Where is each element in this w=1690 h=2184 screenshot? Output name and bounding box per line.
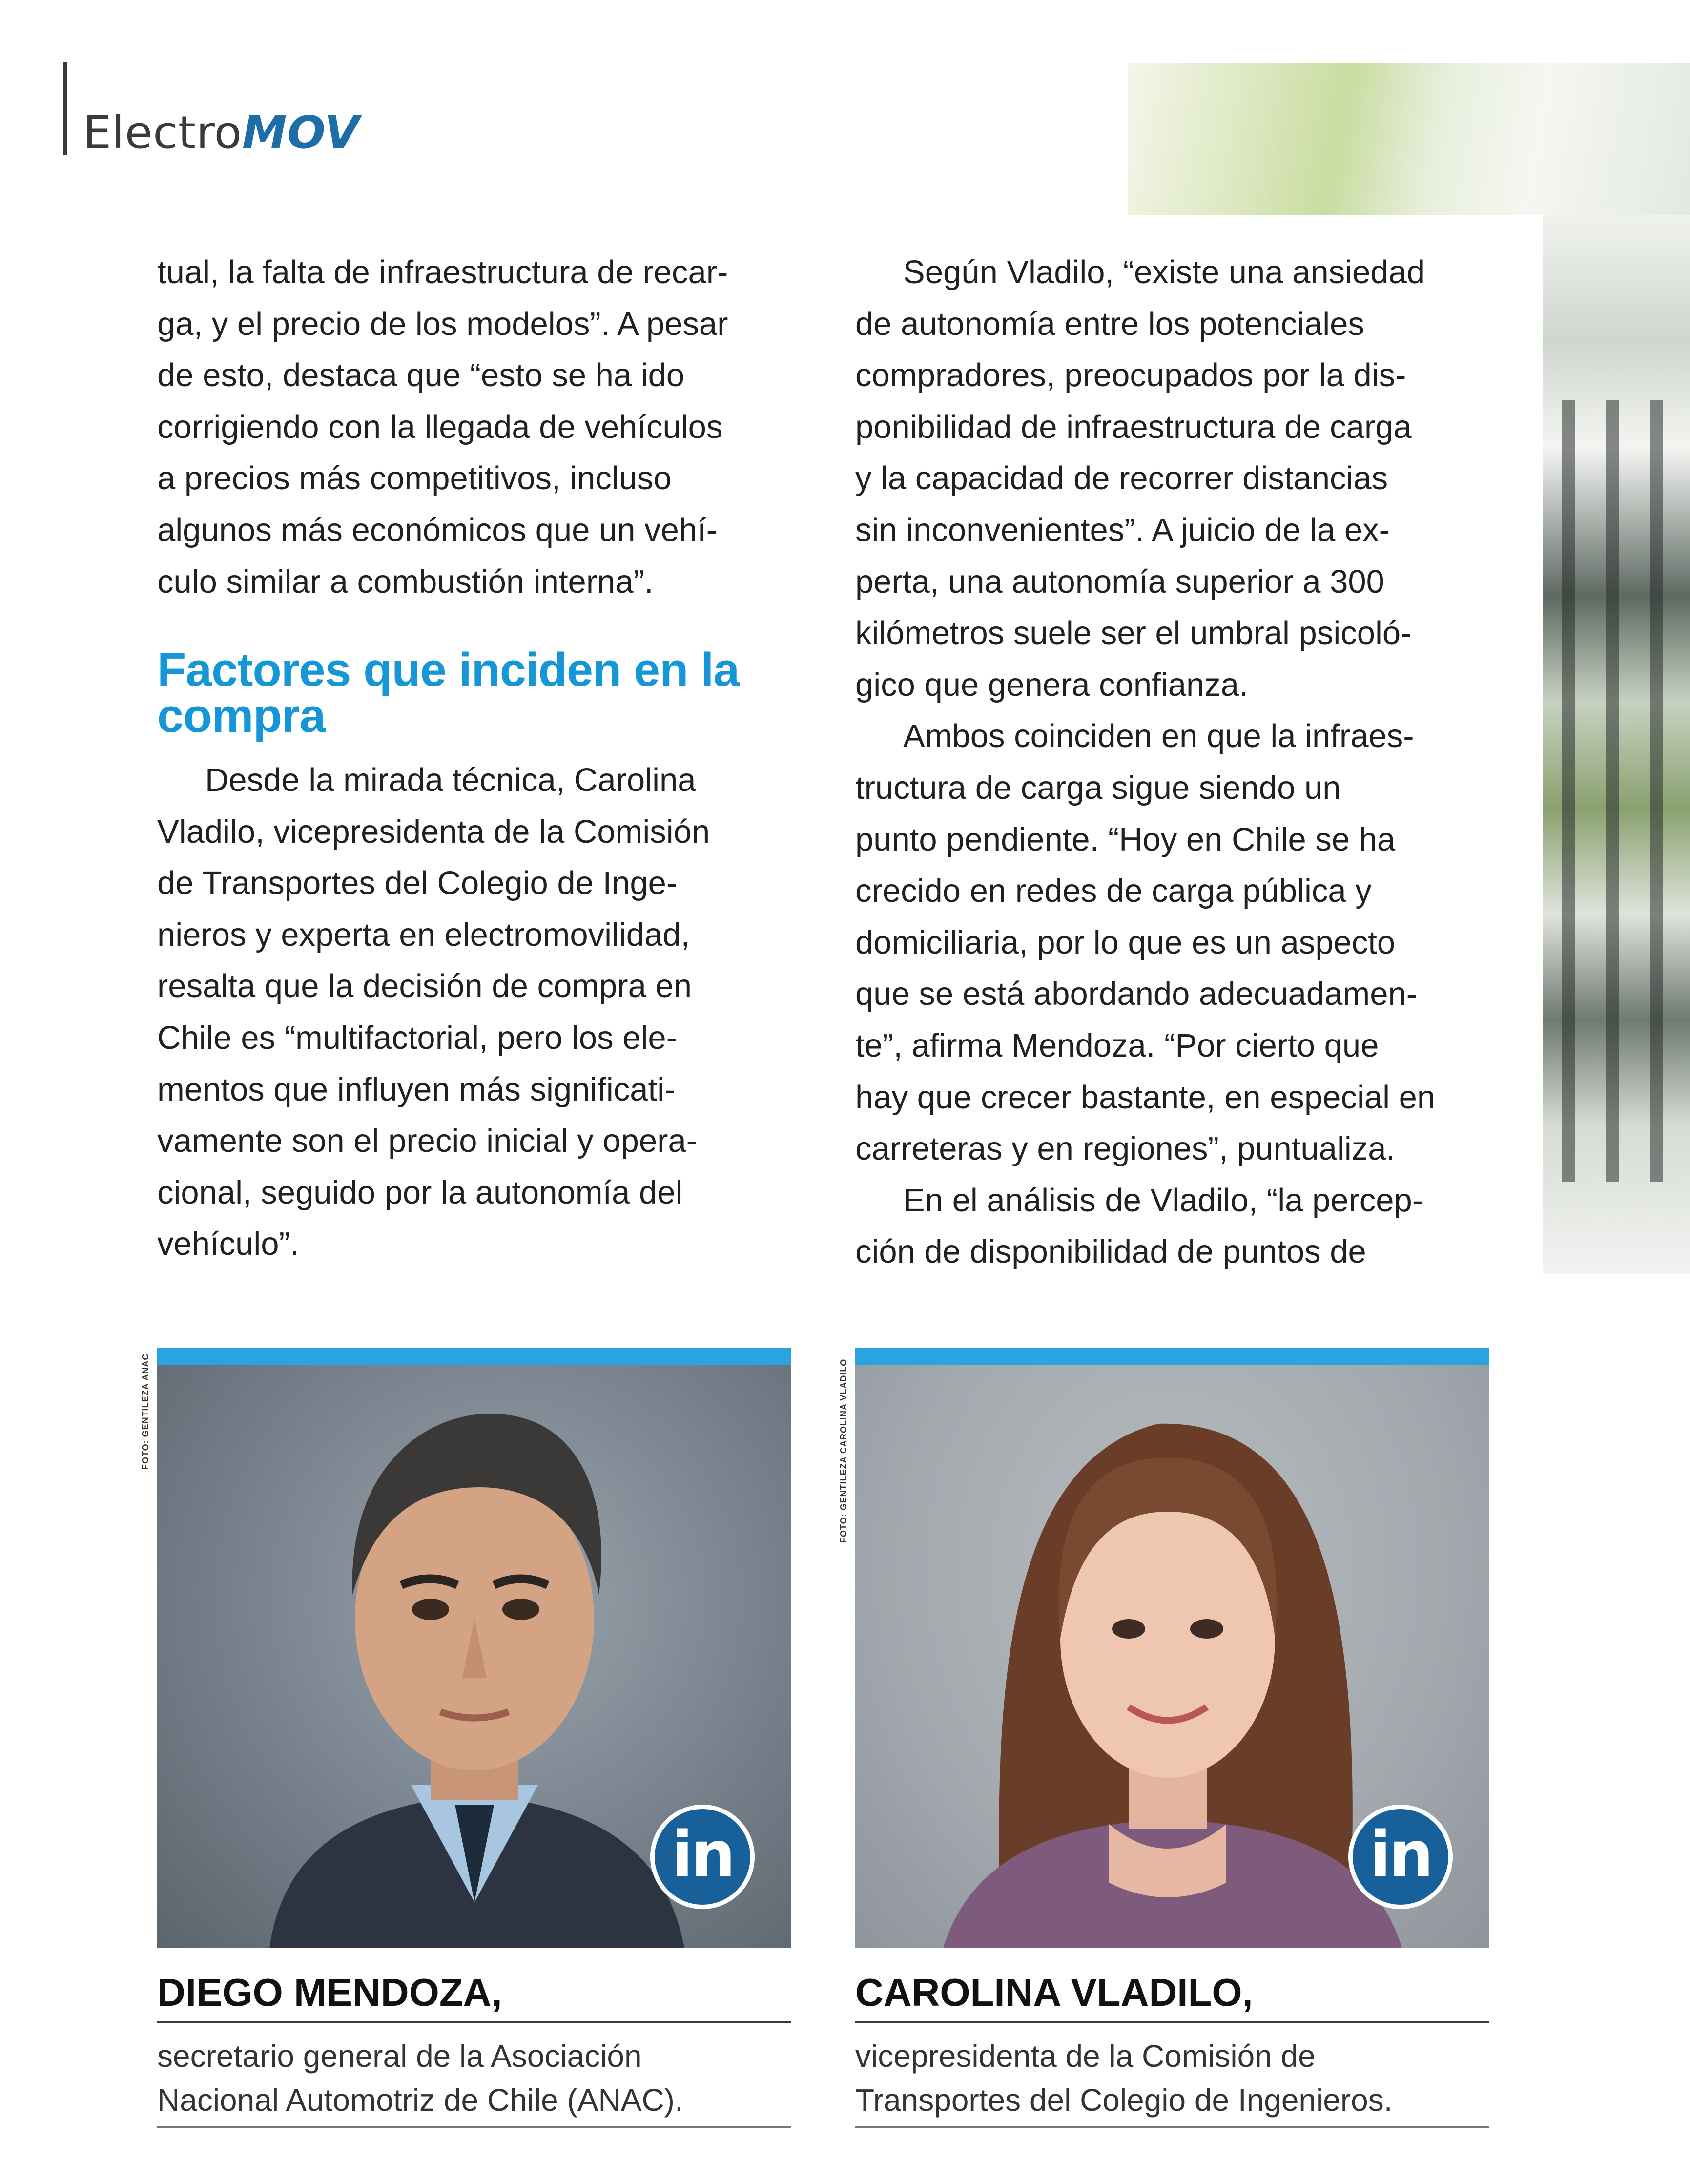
- decorative-photo-side: [1543, 215, 1690, 1274]
- text-line: kilómetros suele ser el umbral psicoló-: [855, 615, 1412, 652]
- text-line: compradores, preocupados por la dis-: [855, 357, 1406, 394]
- photo-top-band: [157, 1348, 791, 1365]
- text-line: sin inconvenientes”. A juicio de la ex-: [855, 511, 1390, 548]
- portrait-image: [855, 1365, 1489, 1948]
- text-line: Desde la mirada técnica, Carolina: [205, 762, 696, 798]
- decorative-photo-top: [1128, 63, 1690, 215]
- article-left-column-bottom: [157, 754, 806, 1270]
- text-line: Vladilo, vicepresidenta de la Comisión: [157, 813, 710, 850]
- text-line: de autonomía entre los potenciales: [855, 305, 1364, 342]
- photo-credit-vladilo: FOTO: GENTILEZA CAROLINA VLADILO: [839, 1358, 848, 1543]
- caption-role-vladilo: [855, 2034, 1393, 2122]
- text-line: y la capacidad de recorrer distancias: [855, 460, 1388, 497]
- text-line: vehículo”.: [157, 1226, 299, 1263]
- fence-bar: [1606, 400, 1619, 1182]
- text-line: hay que crecer bastante, en especial en: [855, 1079, 1436, 1116]
- article-left-column-top: [157, 247, 806, 607]
- portrait-image: [157, 1365, 791, 1948]
- text-line: carreteras y en regiones”, puntualiza.: [855, 1130, 1396, 1167]
- caption-line: vicepresidenta de la Comisión de: [855, 2038, 1316, 2074]
- linkedin-icon[interactable]: in: [650, 1805, 755, 1909]
- caption-role-mendoza: [157, 2034, 683, 2122]
- text-line: Ambos coinciden en que la infraes-: [903, 718, 1414, 755]
- text-line: tual, la falta de infraestructura de recar-: [157, 254, 728, 291]
- caption-bottom-divider: [855, 2126, 1489, 2128]
- text-line: punto pendiente. “Hoy en Chile se ha: [855, 821, 1396, 858]
- text-line: ción de disponibilidad de puntos de: [855, 1233, 1366, 1270]
- text-line: resalta que la decisión de compra en: [157, 968, 692, 1005]
- masthead-logo-bold: MOV: [242, 106, 360, 159]
- fence-bar: [1562, 400, 1575, 1182]
- text-line: de esto, destaca que “esto se ha ido: [157, 357, 685, 394]
- text-line: tructura de carga sigue siendo un: [855, 769, 1341, 806]
- text-line: mentos que influyen más significati-: [157, 1071, 676, 1108]
- caption-line: Transportes del Colegio de Ingenieros.: [855, 2082, 1393, 2118]
- text-line: que se está abordando adecuadamen-: [855, 976, 1418, 1013]
- caption-bottom-divider: [157, 2126, 791, 2128]
- photo-top-band: [855, 1348, 1489, 1365]
- caption-name-mendoza: DIEGO MENDOZA,: [157, 1971, 502, 2014]
- text-line: crecido en redes de carga pública y: [855, 873, 1372, 910]
- fence-bar: [1650, 400, 1663, 1182]
- caption-line: secretario general de la Asociación: [157, 2038, 642, 2074]
- portrait-carolina-vladilo: [855, 1348, 1489, 1948]
- text-line: algunos más económicos que un vehí-: [157, 511, 718, 548]
- text-line: ga, y el precio de los modelos”. A pesar: [157, 305, 728, 342]
- text-line: corrigiendo con la llegada de vehículos: [157, 408, 723, 445]
- text-line: de Transportes del Colegio de Inge-: [157, 865, 678, 902]
- text-line: culo similar a combustión interna”.: [157, 563, 654, 600]
- text-line: vamente son el precio inicial y opera-: [157, 1123, 698, 1160]
- text-line: perta, una autonomía superior a 300: [855, 563, 1384, 600]
- text-line: Según Vladilo, “existe una ansiedad: [903, 254, 1425, 291]
- text-line: te”, afirma Mendoza. “Por cierto que: [855, 1027, 1379, 1064]
- caption-line: Nacional Automotriz de Chile (ANAC).: [157, 2082, 683, 2118]
- caption-divider: [157, 2021, 791, 2023]
- text-line: cional, seguido por la autonomía del: [157, 1174, 683, 1211]
- heading-line: compra: [157, 689, 326, 742]
- linkedin-icon[interactable]: in: [1348, 1805, 1453, 1909]
- text-line: Chile es “multifactorial, pero los ele-: [157, 1019, 677, 1056]
- text-line: domiciliaria, por lo que es un aspecto: [855, 924, 1396, 961]
- text-line: ponibilidad de infraestructura de carga: [855, 408, 1412, 445]
- masthead-logo-light: Electro: [83, 106, 243, 159]
- text-line: nieros y experta en electromovilidad,: [157, 916, 690, 953]
- article-right-column: [855, 247, 1505, 1278]
- section-heading: [157, 643, 816, 742]
- text-line: a precios más competitivos, incluso: [157, 460, 672, 497]
- text-line: En el análisis de Vladilo, “la percep-: [903, 1182, 1423, 1219]
- text-line: gico que genera confianza.: [855, 666, 1248, 703]
- masthead-rule: [63, 62, 67, 155]
- portrait-diego-mendoza: [157, 1348, 791, 1948]
- masthead-logo: [83, 106, 360, 159]
- heading-line: Factores que inciden en la: [157, 643, 740, 696]
- caption-name-vladilo: CAROLINA VLADILO,: [855, 1971, 1253, 2014]
- photo-credit-mendoza: FOTO: GENTILEZA ANAC: [141, 1353, 150, 1470]
- caption-divider: [855, 2021, 1489, 2023]
